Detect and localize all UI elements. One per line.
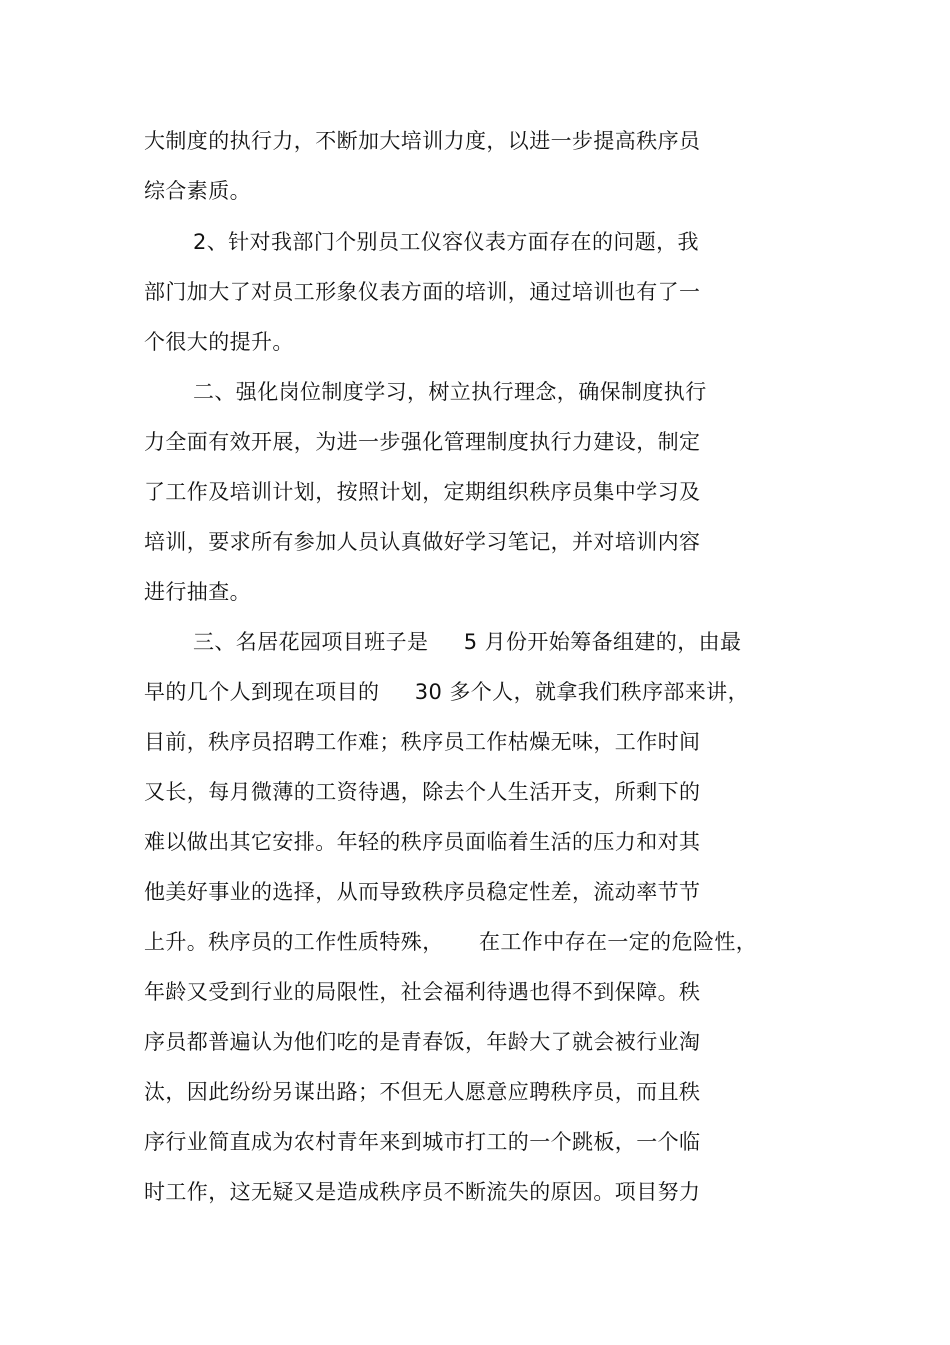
text-line: 目前，秩序员招聘工作难；秩序员工作枯燥无味，工作时间 [144,730,701,754]
text-line: 培训，要求所有参加人员认真做好学习笔记，并对培训内容 [144,530,701,554]
text-line: 他美好事业的选择，从而导致秩序员稳定性差，流动率节节 [144,880,701,904]
text-line: 力全面有效开展，为进一步强化管理制度执行力建设，制定 [144,430,701,454]
text-line: 序行业简直成为农村青年来到城市打工的一个跳板，一个临 [144,1130,701,1154]
text-line: 时工作，这无疑又是造成秩序员不断流失的原因。项目努力 [144,1180,701,1204]
text-line: 了工作及培训计划，按照计划，定期组织秩序员集中学习及 [144,480,701,504]
text-line: 进行抽查。 [144,580,251,604]
text-line: 早的几个人到现在项目的 30 多个人，就拿我们秩序部来讲， [144,680,749,704]
text-line: 难以做出其它安排。年轻的秩序员面临着生活的压力和对其 [144,830,701,854]
text-line: 年龄又受到行业的局限性，社会福利待遇也得不到保障。秩 [144,980,701,1004]
text-line: 综合素质。 [144,179,251,203]
paragraph-start-line: 2、针对我部门个别员工仪容仪表方面存在的问题，我 [193,230,699,254]
text-line: 部门加大了对员工形象仪表方面的培训，通过培训也有了一 [144,280,701,304]
text-line: 大制度的执行力，不断加大培训力度，以进一步提高秩序员 [144,129,701,153]
text-line: 序员都普遍认为他们吃的是青春饭，年龄大了就会被行业淘 [144,1030,701,1054]
text-line: 又长，每月微薄的工资待遇，除去个人生活开支，所剩下的 [144,780,701,804]
text-line: 个很大的提升。 [144,330,294,354]
text-line: 上升。秩序员的工作性质特殊， 在工作中存在一定的危险性， [144,930,758,954]
text-line: 汰，因此纷纷另谋出路；不但无人愿意应聘秩序员，而且秩 [144,1080,701,1104]
paragraph-start-line: 三、名居花园项目班子是 5 月份开始筹备组建的，由最 [193,630,742,654]
paragraph-start-line: 二、强化岗位制度学习，树立执行理念，确保制度执行 [193,380,707,404]
